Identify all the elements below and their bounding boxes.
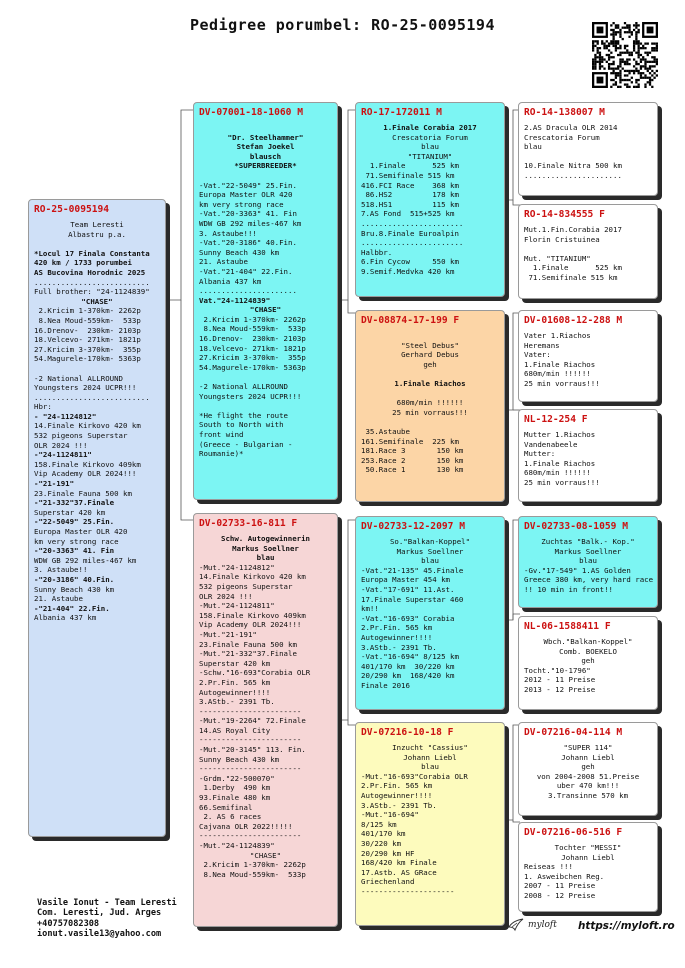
detail-line: 18.Velcevo- 271km- 1821p: [34, 335, 141, 345]
dam-dam-sire-card[interactable]: [518, 722, 658, 816]
detail-line: 25 min vorraus!!!: [392, 407, 468, 417]
detail-line: Vater:: [524, 350, 551, 360]
detail-line: -2 National ALLROUND: [199, 382, 288, 392]
detail-line: "CHASE": [81, 296, 113, 306]
detail-line: Tocht."10-1796": [524, 665, 591, 675]
detail-line: Inzucht "Cassius": [392, 743, 468, 752]
detail-line: Youngsters 2024 UCPR!!!: [199, 391, 302, 401]
sire-dam-dam-details: [524, 430, 652, 488]
breeder-email[interactable]: ionut.vasile13@yahoo.com: [37, 929, 162, 940]
detail-line: Markus Soellner: [554, 546, 622, 556]
dam-dam-details: [361, 743, 499, 897]
detail-line: [199, 372, 332, 382]
detail-line: Europa Master OLR 420: [199, 190, 293, 200]
detail-line: .......................: [361, 238, 464, 248]
dam-card[interactable]: [193, 513, 338, 927]
detail-line: 18.Velcevo- 271km- 1821p: [199, 343, 306, 353]
dam-sire-details: [361, 537, 499, 691]
detail-line: *Locul 17 Finala Constanta: [34, 248, 150, 258]
sire-dam-sire-card[interactable]: [518, 310, 658, 402]
detail-line: 25 min vorraus!!!: [524, 477, 600, 487]
detail-line: 14.Finale Kirkovo 420 km: [34, 421, 141, 431]
detail-line: Zuchtas "Balk.- Kop.": [541, 537, 635, 546]
detail-line: AS Bucovina Horodnic 2025: [34, 267, 146, 277]
detail-line: (Greece - Bulgarian -: [199, 439, 293, 449]
detail-line: 8.Nea Moud-559km- 533p: [199, 324, 306, 334]
detail-line: 8.Nea Moud-559km- 533p: [199, 869, 306, 879]
detail-line: So."Balkan-Koppel": [389, 537, 471, 546]
dam-dam-sire-ring: DV-07216-04-114 M: [524, 727, 623, 738]
dam-dam-card[interactable]: [355, 722, 505, 926]
detail-line: 54.Magurele-170km- 5363p: [34, 354, 141, 364]
detail-line: Crescatoria Forum: [524, 132, 600, 142]
detail-line: blau: [579, 556, 597, 566]
detail-line: blau: [421, 762, 439, 772]
sire-dam-details: [361, 331, 499, 475]
detail-line: [199, 123, 332, 133]
detail-line: 158.Finale Kirkovo 409km: [34, 459, 141, 469]
detail-line: 3.AStb.- 2391 Tb.: [361, 800, 437, 810]
detail-line: Full brother: "24-1124839": [34, 287, 150, 297]
detail-line: 532 pigeons Superstar: [34, 431, 128, 441]
detail-line: .......................: [361, 218, 464, 228]
detail-line: -Mut."24-1124839": [199, 841, 275, 850]
detail-line: 2013 - 12 Preise: [524, 684, 596, 694]
detail-line: 2. AS 6 races: [199, 812, 262, 822]
dam-dam-dam-details: [524, 843, 652, 901]
detail-line: 2.Pr.Fin. 565 km: [199, 677, 271, 687]
detail-line: Schw. Autogewinnerin: [221, 534, 310, 543]
detail-line: -----------------------: [199, 706, 302, 716]
detail-line: Sunny Beach 430 km: [199, 247, 280, 257]
detail-line: 3.Transinne 570 km: [547, 790, 629, 800]
sire-dam-sire-details: [524, 331, 652, 389]
detail-line: *He flight the route: [199, 410, 288, 420]
detail-line: -----------------------: [199, 764, 302, 774]
detail-line: -Vat."16-693" Corabia: [361, 613, 455, 623]
sire-sire-dam-card[interactable]: [518, 204, 658, 299]
detail-line: "Steel Debus": [401, 340, 459, 350]
detail-line: OLR 2024 !!!: [199, 591, 253, 601]
detail-line: Markus Soellner: [232, 543, 299, 553]
detail-line: [361, 389, 499, 399]
detail-line: 16.Drenov- 230km- 2103p: [199, 334, 306, 344]
detail-line: -Mut."21-191": [199, 629, 257, 639]
detail-line: uber 470 km!!!: [556, 781, 620, 791]
detail-line: 161.Semifinale 225 km: [361, 436, 459, 446]
detail-line: 2.Kricim 1-370km- 2262p: [34, 306, 141, 316]
detail-line: 93.Finale 480 km: [199, 793, 271, 803]
detail-line: Autogewinner!!!!: [361, 790, 433, 800]
sire-dam-dam-ring: NL-12-254 F: [524, 414, 588, 425]
detail-line: Albastru p.a.: [68, 229, 126, 239]
detail-line: [34, 239, 160, 249]
detail-line: 181.Race 3 150 km: [361, 446, 464, 456]
detail-line: Hbr:: [34, 402, 52, 412]
detail-line: 680m/min !!!!!!: [524, 369, 591, 379]
detail-line: 25 min vorraus!!!: [524, 378, 600, 388]
detail-line: Autogewinner!!!!: [199, 687, 271, 697]
breeder-name: Vasile Ionut - Team Leresti: [37, 898, 177, 908]
sire-dam-ring: DV-08874-17-199 F: [361, 315, 460, 326]
detail-line: Finale 2016: [361, 680, 410, 690]
detail-line: [34, 364, 160, 374]
detail-line: -Vat."20-3363" 41. Fin: [199, 209, 297, 219]
detail-line: Markus Soellner: [396, 546, 464, 556]
detail-line: -"20-3363" 41. Fin: [34, 546, 115, 556]
breeder-address: Com. Leresti, Jud. Arges: [37, 908, 162, 919]
detail-line: 66.Semifinal: [199, 802, 253, 812]
detail-line: 2.Pr.Fin. 565 km: [361, 781, 433, 791]
detail-line: Tochter "MESSI": [554, 843, 622, 852]
detail-line: front wind: [199, 430, 244, 439]
detail-line: *SUPERBREEDER*: [234, 161, 297, 171]
detail-line: 8.Nea Moud-559km- 533p: [34, 315, 141, 325]
detail-line: -----------------------: [199, 831, 302, 841]
detail-line: Crescatoria Forum: [392, 132, 468, 142]
detail-line: 2008 - 12 Preise: [524, 890, 596, 900]
detail-line: -Schw."16-693"Corabia OLR: [199, 668, 311, 678]
detail-line: Bru.8.Finale Euroalpin: [361, 228, 459, 238]
detail-line: -"21-332"37.Finale: [34, 498, 115, 508]
detail-line: 23.Finale Fauna 500 km: [199, 639, 297, 649]
detail-line: 401/170 km: [361, 829, 406, 839]
detail-line: Mutter 1.Riachos: [524, 430, 596, 439]
detail-line: 14.AS Royal City: [199, 725, 271, 735]
detail-line: 2.Pr.Fin. 565 km: [361, 623, 433, 633]
detail-line: -"20-3186" 40.Fin.: [34, 574, 115, 584]
sire-sire-sire-ring: RO-14-138007 M: [524, 107, 605, 118]
detail-line: Florin Cristuinea: [524, 234, 600, 244]
detail-line: 1. Asweibchen Reg.: [524, 871, 605, 881]
detail-line: Superstar 420 km: [199, 658, 271, 668]
detail-line: 6.Fin Cycow 550 km: [361, 257, 459, 267]
detail-line: 3. Astaube!!: [34, 565, 88, 575]
detail-line: WDW GB 292 miles-467 km: [34, 555, 137, 565]
detail-line: -"24-1124811": [34, 450, 92, 460]
detail-line: Europa Master OLR 420: [34, 527, 128, 536]
detail-line: [361, 369, 499, 379]
detail-line: Griechenland: [361, 877, 415, 887]
detail-line: [199, 171, 332, 181]
detail-line: Superstar 420 km: [34, 507, 106, 517]
detail-line: [361, 417, 499, 427]
sire-sire-details: [361, 123, 499, 277]
detail-line: Vat."24-1124839": [199, 295, 271, 305]
detail-line: Wbch."Balkan-Koppel": [543, 637, 633, 646]
detail-line: 8/125 km: [361, 819, 397, 829]
detail-line: -Vat."16-694" 8/125 km: [361, 652, 459, 662]
detail-line: 9.Semif.Medvka 420 km: [361, 266, 455, 276]
detail-line: -Mut."21-332"37.Finale: [199, 649, 297, 659]
detail-line: -Vat."17-691" 11.Ast.: [361, 584, 455, 594]
detail-line: 21. Astaube: [34, 594, 83, 604]
detail-line: 1.Finale 525 km: [361, 161, 459, 171]
detail-line: -2 National ALLROUND: [34, 373, 123, 383]
detail-line: Youngsters 2024 UCPR!!!: [34, 383, 137, 393]
detail-line: Mutter:: [524, 449, 556, 459]
detail-line: 71.Semifinale 515 km: [524, 272, 618, 282]
detail-line: -Mut."24-1124811": [199, 601, 275, 611]
detail-line: 16.Drenov- 230km- 2103p: [34, 325, 141, 335]
sire-dam-sire-ring: DV-01608-12-288 M: [524, 315, 623, 326]
detail-line: 1.Finale 525 km: [524, 263, 622, 273]
dam-sire-sire-details: [524, 537, 652, 595]
detail-line: von 2004-2008 51.Preise: [536, 771, 640, 781]
detail-line: "CHASE": [249, 850, 282, 860]
detail-line: -Gv."17-549" 1.AS Golden: [524, 565, 631, 575]
detail-line: km very strong race: [199, 199, 284, 209]
dam-sire-ring: DV-02733-12-2097 M: [361, 521, 465, 532]
detail-line: Sunny Beach 430 km: [199, 754, 280, 764]
detail-line: 27.Kricim 3-370km- 355p: [34, 344, 141, 354]
detail-line: -"21-404" 22.Fin.: [34, 603, 110, 613]
detail-line: blau: [524, 142, 542, 152]
detail-line: 54.Magurele-170km- 5363p: [199, 362, 306, 372]
subject-pigeon-card[interactable]: [28, 199, 166, 837]
detail-line: -Mut."16-693"Corabia OLR: [361, 771, 468, 781]
detail-line: -Mut."16-694": [361, 810, 419, 820]
detail-line: 35.Astaube: [361, 426, 410, 436]
detail-line: [361, 331, 499, 341]
detail-line: 158.Finale Kirkovo 409km: [199, 610, 306, 620]
detail-line: 1.Finale Riachos: [524, 458, 596, 468]
detail-line: Johann Liebl: [561, 852, 615, 862]
detail-line: [524, 152, 652, 162]
detail-line: [524, 244, 652, 254]
detail-line: 23.Finale Fauna 500 km: [34, 488, 132, 498]
myloft-logo: [508, 918, 557, 932]
detail-line: 20/290 km HF: [361, 848, 415, 858]
detail-line: 86.HS2 178 km: [361, 190, 459, 200]
detail-line: 3.AStb.- 2391 Tb.: [361, 642, 437, 652]
sire-sire-dam-details: [524, 225, 652, 283]
dam-dam-dam-ring: DV-07216-06-516 F: [524, 827, 623, 838]
detail-line: -Vat."21-135" 45.Finale: [361, 565, 464, 575]
detail-line: Stefan Joekel: [236, 142, 295, 152]
detail-line: 71.Semifinale 515 km: [361, 170, 455, 180]
detail-line: 680m/min !!!!!!: [524, 468, 591, 478]
detail-line: Johann Liebl: [561, 752, 615, 762]
detail-line: 1.Derby 490 km: [199, 783, 271, 793]
detail-line: km!!: [361, 604, 379, 614]
detail-line: geh: [581, 656, 595, 666]
detail-line: 1.Finale Riachos: [524, 359, 596, 369]
detail-line: "TITANIUM": [407, 151, 453, 161]
detail-line: Halbbr.: [361, 247, 393, 257]
sire-sire-sire-card[interactable]: [518, 102, 658, 196]
detail-line: 401/170 km 30/220 km: [361, 661, 455, 671]
detail-line: 17.Finale Superstar 460: [361, 594, 464, 604]
detail-line: !! 10 min in front!!: [524, 584, 613, 594]
detail-line: 2007 - 11 Preise: [524, 881, 596, 891]
detail-line: -Mut."19-2264" 72.Finale: [199, 716, 306, 726]
detail-line: - "24-1124812": [34, 411, 97, 421]
sire-card[interactable]: [193, 102, 338, 500]
detail-line: ..........................: [34, 277, 150, 287]
detail-line: Mut.1.Fin.Corabia 2017: [524, 225, 622, 234]
sire-sire-sire-details: [524, 123, 652, 181]
detail-line: Team Leresti: [70, 220, 124, 229]
dam-dam-sire-details: [524, 743, 652, 801]
detail-line: 20/290 km 168/420 km: [361, 671, 455, 681]
detail-line: blausch: [249, 151, 282, 161]
detail-line: -"21-191": [34, 479, 75, 489]
detail-line: Vip Academy OLR 2024!!!: [199, 620, 302, 630]
website-link[interactable]: https://myloft.ro: [578, 920, 675, 932]
detail-line: -"22-5049" 25.Fin.: [34, 517, 115, 527]
dam-sire-dam-details: [524, 637, 652, 695]
detail-line: Heremans: [524, 340, 560, 350]
detail-line: Greece 380 km, very hard race: [524, 575, 654, 585]
detail-line: ......................: [524, 170, 622, 180]
detail-line: ......................: [199, 286, 297, 296]
subject-ring: RO-25-0095194: [34, 204, 110, 215]
dam-sire-sire-ring: DV-02733-08-1059 M: [524, 521, 628, 532]
detail-line: Autogewinner!!!!: [361, 632, 433, 642]
detail-line: 7.AS Fond 515+525 km: [361, 209, 455, 219]
detail-line: Gerhard Debus: [401, 350, 459, 360]
detail-line: Albania 437 km: [34, 613, 97, 623]
detail-line: 416.FCI Race 368 km: [361, 180, 459, 190]
detail-line: -Vat."21-404" 22.Fin.: [199, 266, 293, 276]
detail-line: geh: [423, 359, 437, 369]
detail-line: -Mut."20-3145" 113. Fin.: [199, 745, 306, 755]
sire-details: [199, 123, 332, 459]
detail-line: 27.Kricim 3-370km- 355p: [199, 353, 306, 363]
sire-sire-ring: RO-17-172011 M: [361, 107, 442, 118]
detail-line: Comb. BOEKELO: [559, 646, 617, 656]
sire-ring: DV-07001-18-1060 M: [199, 107, 303, 118]
detail-line: Europa Master 454 km: [361, 575, 450, 585]
detail-line: 420 km / 1733 porumbei: [34, 258, 132, 268]
detail-line: "CHASE": [249, 305, 282, 315]
detail-line: Cajvana OLR 2022!!!!!: [199, 821, 293, 831]
detail-line: 30/220 km: [361, 838, 402, 848]
breeder-phone: +40757082308: [37, 918, 100, 929]
subject-details: [34, 220, 160, 623]
dam-sire-card[interactable]: [355, 516, 505, 710]
detail-line: Vater 1.Riachos: [524, 331, 591, 340]
detail-line: ..........................: [34, 392, 150, 402]
detail-line: OLR 2024 !!!: [34, 440, 88, 450]
detail-line: Vandenabeele: [524, 439, 578, 449]
detail-line: 680m/min !!!!!!: [396, 398, 464, 408]
detail-line: [199, 401, 332, 411]
detail-line: -Vat."20-3186" 40.Fin.: [199, 238, 297, 248]
dam-dam-ring: DV-07216-10-18 F: [361, 727, 454, 738]
detail-line: 168/420 km Finale: [361, 858, 437, 868]
detail-line: geh: [581, 762, 595, 772]
detail-line: blau: [421, 556, 439, 566]
detail-line: 21. Astaube: [199, 257, 248, 267]
breeder-contact: [37, 898, 177, 940]
detail-line: "Dr. Steelhammer": [227, 132, 304, 142]
dam-sire-sire-card[interactable]: [518, 516, 658, 608]
pigeon-logo-icon: [508, 918, 524, 932]
detail-line: 3.AStb.- 2391 Tb.: [199, 697, 275, 707]
detail-line: km very strong race: [34, 536, 119, 546]
dam-sire-dam-card[interactable]: [518, 616, 658, 710]
dam-sire-dam-ring: NL-06-1588411 F: [524, 621, 611, 632]
detail-line: 2.Kricim 1-370km- 2262p: [199, 860, 306, 870]
detail-line: 10.Finale Nitra 500 km: [524, 161, 622, 171]
detail-line: 518.HS1 115 km: [361, 199, 459, 209]
sire-dam-dam-card[interactable]: [518, 409, 658, 502]
sire-sire-dam-ring: RO-14-834555 F: [524, 209, 605, 220]
detail-line: Vip Academy OLR 2024!!!: [34, 469, 137, 479]
detail-line: Reiseas !!!: [524, 862, 573, 872]
detail-line: blau: [256, 553, 275, 563]
detail-line: 532 pigeons Superstar: [199, 581, 293, 591]
detail-line: 1.Finale Riachos: [394, 378, 466, 388]
detail-line: 2012 - 11 Preise: [524, 675, 596, 685]
detail-line: Sunny Beach 430 km: [34, 584, 115, 594]
detail-line: -Vat."22-5049" 25.Fin.: [199, 180, 297, 190]
detail-line: 50.Race 1 130 km: [361, 465, 464, 475]
detail-line: 2.AS Dracula OLR 2014: [524, 123, 618, 132]
dam-ring: DV-02733-16-811 F: [199, 518, 298, 529]
detail-line: Roumanie)*: [199, 449, 244, 459]
detail-line: "SUPER 114": [563, 743, 613, 752]
detail-line: Albania 437 km: [199, 276, 262, 286]
logo-text: myloft: [528, 920, 557, 930]
detail-line: 253.Race 2 150 km: [361, 455, 464, 465]
detail-line: 3. Astaube!!!: [199, 228, 257, 238]
sire-dam-card[interactable]: [355, 310, 505, 502]
detail-line: 17.Astb. AS GRace: [361, 867, 437, 877]
detail-line: Mut. "TITANIUM": [524, 253, 591, 263]
detail-line: Johann Liebl: [403, 752, 457, 762]
detail-line: WDW GB 292 miles-467 km: [199, 218, 302, 228]
dam-dam-dam-card[interactable]: [518, 822, 658, 912]
page-title: Pedigree porumbel: RO-25-0095194: [190, 16, 495, 34]
detail-line: South to North with: [199, 420, 284, 430]
detail-line: 14.Finale Kirkovo 420 km: [199, 572, 306, 582]
dam-details: [199, 534, 332, 879]
detail-line: 2.Kricim 1-370km- 2262p: [199, 314, 306, 324]
detail-line: -----------------------: [199, 735, 302, 745]
detail-line: ---------------------: [361, 886, 455, 896]
detail-line: -Mut."24-1124812": [199, 562, 275, 572]
sire-sire-card[interactable]: [355, 102, 505, 297]
detail-line: blau: [421, 142, 439, 152]
detail-line: 1.Finale Corabia 2017: [383, 123, 477, 132]
detail-line: -Grdm."22-500070": [199, 773, 275, 783]
